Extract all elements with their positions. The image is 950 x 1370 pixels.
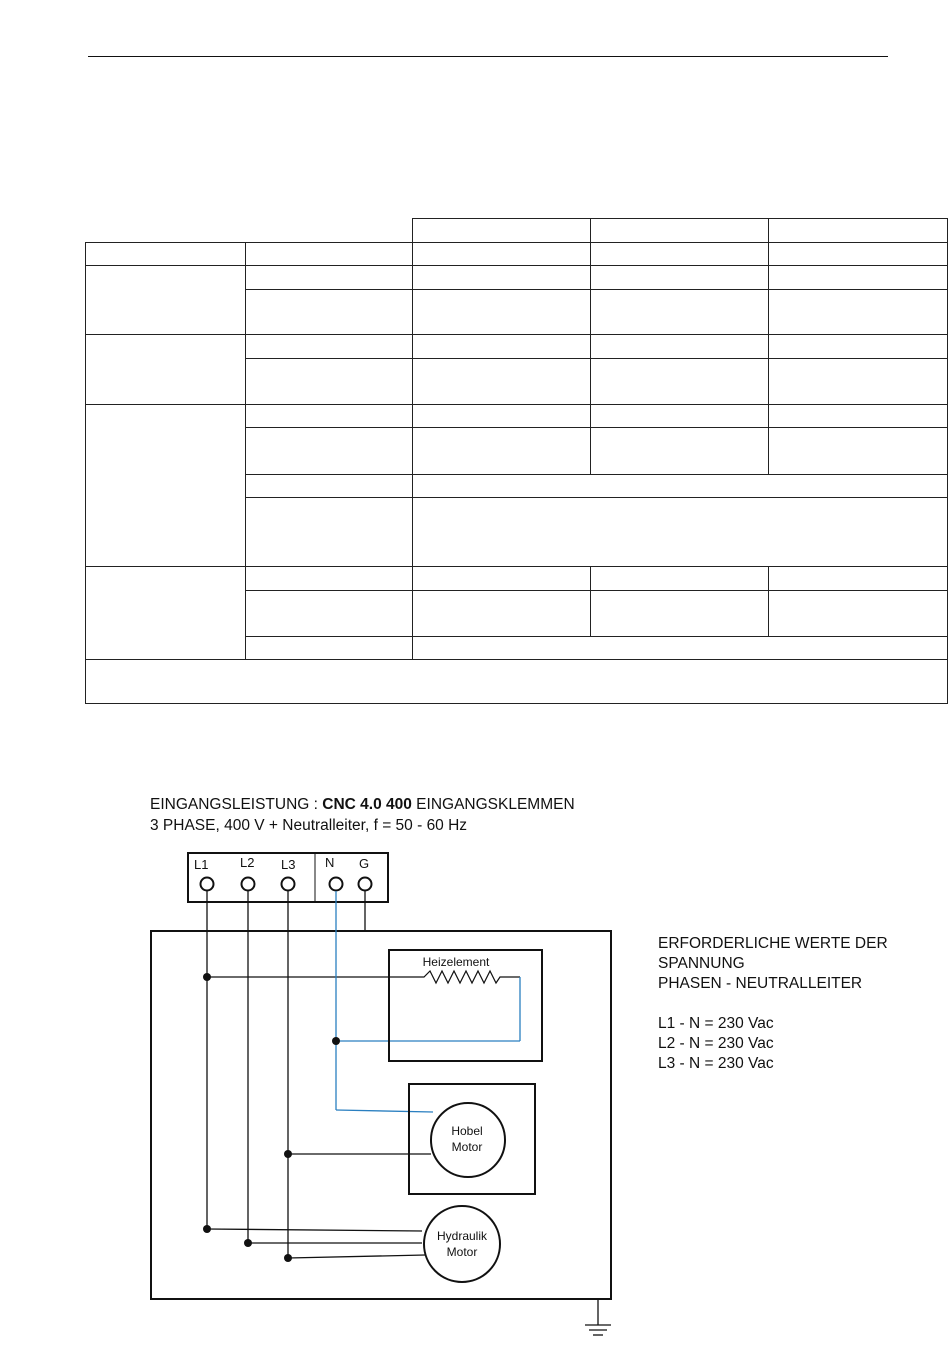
hydraulic-motor-icon	[424, 1206, 500, 1282]
wire-neutral	[336, 891, 520, 1112]
planer-motor-label-line1: Hobel	[451, 1124, 483, 1138]
wire-junctions	[203, 973, 340, 1262]
ground-icon	[585, 1299, 611, 1335]
terminal-screw-g	[359, 878, 372, 891]
title-prefix: EINGANGSLEISTUNG :	[150, 796, 323, 813]
terminal-label-l2: L2	[240, 855, 255, 870]
voltage-heading-line2: SPANNUNG	[658, 955, 745, 972]
voltage-heading-line3: PHASEN - NEUTRALLEITER	[658, 975, 863, 992]
title-suffix: EINGANGSKLEMMEN	[411, 796, 575, 813]
voltage-value-l1: L1 - N = 230 Vac	[658, 1015, 774, 1032]
terminal-screw-n	[330, 878, 343, 891]
terminal-label-g: G	[359, 856, 370, 871]
hydraulic-motor-label-line1: Hydraulik	[436, 1229, 488, 1243]
title-model: CNC 4.0 400	[322, 796, 412, 813]
hydraulic-motor-label-line2: Motor	[446, 1245, 478, 1259]
planer-motor-label-line2: Motor	[451, 1140, 483, 1154]
voltage-heading-line1: ERFORDERLICHE WERTE DER	[658, 935, 888, 952]
diagram-subtitle: 3 PHASE, 400 V + Neutralleiter, f = 50 - 60 Hz	[150, 817, 468, 834]
heater-label: Heizelement	[422, 955, 490, 969]
voltage-notes	[658, 934, 888, 1074]
voltage-value-l2: L2 - N = 230 Vac	[658, 1035, 774, 1052]
terminal-label-l3: L3	[281, 857, 296, 872]
terminal-screw-l2	[242, 878, 255, 891]
wire-l3	[288, 891, 431, 1258]
heater-resistor-icon	[389, 971, 520, 983]
terminal-label-n: N	[325, 855, 335, 870]
terminal-screw-l3	[282, 878, 295, 891]
terminal-label-l1: L1	[194, 857, 209, 872]
voltage-spacer	[658, 994, 888, 1014]
terminal-screw-l1	[201, 878, 214, 891]
wire-l2	[248, 891, 422, 1243]
voltage-value-l3: L3 - N = 230 Vac	[658, 1055, 774, 1072]
